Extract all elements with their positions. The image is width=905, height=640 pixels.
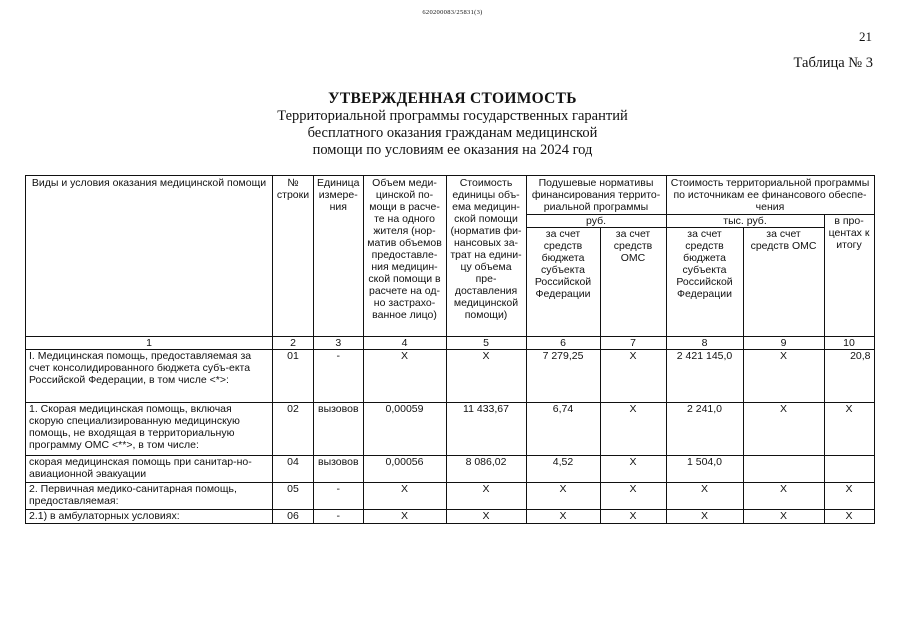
row-cost-oms (743, 456, 824, 483)
table-row (26, 350, 875, 403)
row-cost-unit: X (446, 510, 526, 524)
row-percent: X (824, 483, 874, 510)
row-volume: 0,00059 (363, 403, 446, 456)
column-number: 6 (526, 337, 600, 350)
row-line: 05 (273, 483, 314, 510)
row-unit: - (314, 483, 364, 510)
subtitle-line-2: бесплатного оказания гражданам медицинской (307, 125, 598, 141)
header-per-capita-norms: Подушевые нормативы финансирования террито-риальной программы (526, 176, 666, 215)
subtitle-line-3: помощи по условиям ее оказания на 2024 год (312, 142, 593, 158)
header-norm-budget: за счет средств бюджета субъекта Российской Федерации (526, 228, 600, 337)
row-volume: X (363, 483, 446, 510)
header-percent-of-total: в про-центах к итогу (824, 215, 874, 337)
row-norm-oms: X (600, 403, 666, 456)
row-cost-budget: X (666, 483, 743, 510)
column-number: 1 (26, 337, 273, 350)
column-number: 2 (273, 337, 314, 350)
row-line: 04 (273, 456, 314, 483)
row-cost-unit: X (446, 350, 526, 403)
header-norm-oms: за счет средств ОМС (600, 228, 666, 337)
row-norm-oms: X (600, 483, 666, 510)
row-cost-unit: 11 433,67 (446, 403, 526, 456)
header-program-cost: Стоимость территориальной программы по источникам ее финансового обеспе-чения (666, 176, 874, 215)
column-number: 3 (314, 337, 364, 350)
header-cost-budget: за счет средств бюджета субъекта Российской Федерации (666, 228, 743, 337)
cost-table (25, 175, 875, 524)
page-number: 21 (859, 29, 872, 44)
table-row (26, 403, 875, 456)
header-norms-unit: руб. (526, 215, 666, 228)
row-percent: 20,8 (824, 350, 874, 403)
row-unit: вызовов (314, 403, 364, 456)
row-norm-oms: X (600, 510, 666, 524)
header-volume: Объем меди-цинской по-мощи в расче-те на одного жителя (нор-матив объемов предоставле-ния медицин-ской помощи в расчете на од-но застрахо-ванное лицо) (363, 176, 446, 337)
row-name: 2.1) в амбулаторных условиях: (26, 510, 273, 524)
column-number: 7 (600, 337, 666, 350)
header-cost-unit: тыс. руб. (666, 215, 824, 228)
row-percent: X (824, 510, 874, 524)
row-volume: X (363, 510, 446, 524)
row-cost-oms: X (743, 483, 824, 510)
row-norm-oms: X (600, 456, 666, 483)
row-unit: - (314, 510, 364, 524)
row-line: 06 (273, 510, 314, 524)
row-volume: X (363, 350, 446, 403)
subtitle-line-1: Территориальной программы государственных гарантий (277, 108, 628, 124)
title-block (0, 90, 905, 159)
row-percent: X (824, 403, 874, 456)
column-number: 4 (363, 337, 446, 350)
header-unit: Единица измере-ния (314, 176, 364, 337)
row-norm-budget: 4,52 (526, 456, 600, 483)
row-cost-oms: X (743, 350, 824, 403)
row-name: I. Медицинская помощь, предоставляемая за счет консолидированного бюджета субъ-екта Российской Федерации, в том числе <*>: (26, 350, 273, 403)
row-line: 02 (273, 403, 314, 456)
row-norm-budget: X (526, 483, 600, 510)
column-number: 9 (743, 337, 824, 350)
row-norm-budget: X (526, 510, 600, 524)
row-norm-budget: 6,74 (526, 403, 600, 456)
row-cost-unit: X (446, 483, 526, 510)
header-cost-oms: за счет средств ОМС (743, 228, 824, 337)
row-norm-budget: 7 279,25 (526, 350, 600, 403)
header-types-conditions: Виды и условия оказания медицинской помощи (26, 176, 273, 337)
table-label: Таблица № 3 (793, 55, 873, 71)
header-unit-cost: Стоимость единицы объ-ема медицин-ской помощи (норматив фи-нансовых за-трат на едини-цу объема пре-доставления медицинской помощи) (446, 176, 526, 337)
row-unit: вызовов (314, 456, 364, 483)
row-unit: - (314, 350, 364, 403)
column-number: 5 (446, 337, 526, 350)
header-line-number: № строки (273, 176, 314, 337)
row-name: 2. Первичная медико-санитарная помощь, предоставляемая: (26, 483, 273, 510)
row-cost-budget: 1 504,0 (666, 456, 743, 483)
document-title: УТВЕРЖДЕННАЯ СТОИМОСТЬ (328, 90, 577, 107)
row-line: 01 (273, 350, 314, 403)
table-row (26, 483, 875, 510)
row-cost-budget: X (666, 510, 743, 524)
table-row (26, 456, 875, 483)
table-row (26, 510, 875, 524)
row-cost-oms: X (743, 403, 824, 456)
column-number: 10 (824, 337, 874, 350)
row-name: скорая медицинская помощь при санитар-но-авиационной эвакуации (26, 456, 273, 483)
row-percent (824, 456, 874, 483)
document-id: 620200083/25831(3) (422, 9, 483, 16)
row-cost-budget: 2 241,0 (666, 403, 743, 456)
column-number: 8 (666, 337, 743, 350)
row-cost-unit: 8 086,02 (446, 456, 526, 483)
row-cost-oms: X (743, 510, 824, 524)
row-volume: 0,00056 (363, 456, 446, 483)
row-cost-budget: 2 421 145,0 (666, 350, 743, 403)
row-norm-oms: X (600, 350, 666, 403)
row-name: 1. Скорая медицинская помощь, включая скорую специализированную медицинскую помощь, не входящая в территориальную программу ОМС <**>, в том числе: (26, 403, 273, 456)
